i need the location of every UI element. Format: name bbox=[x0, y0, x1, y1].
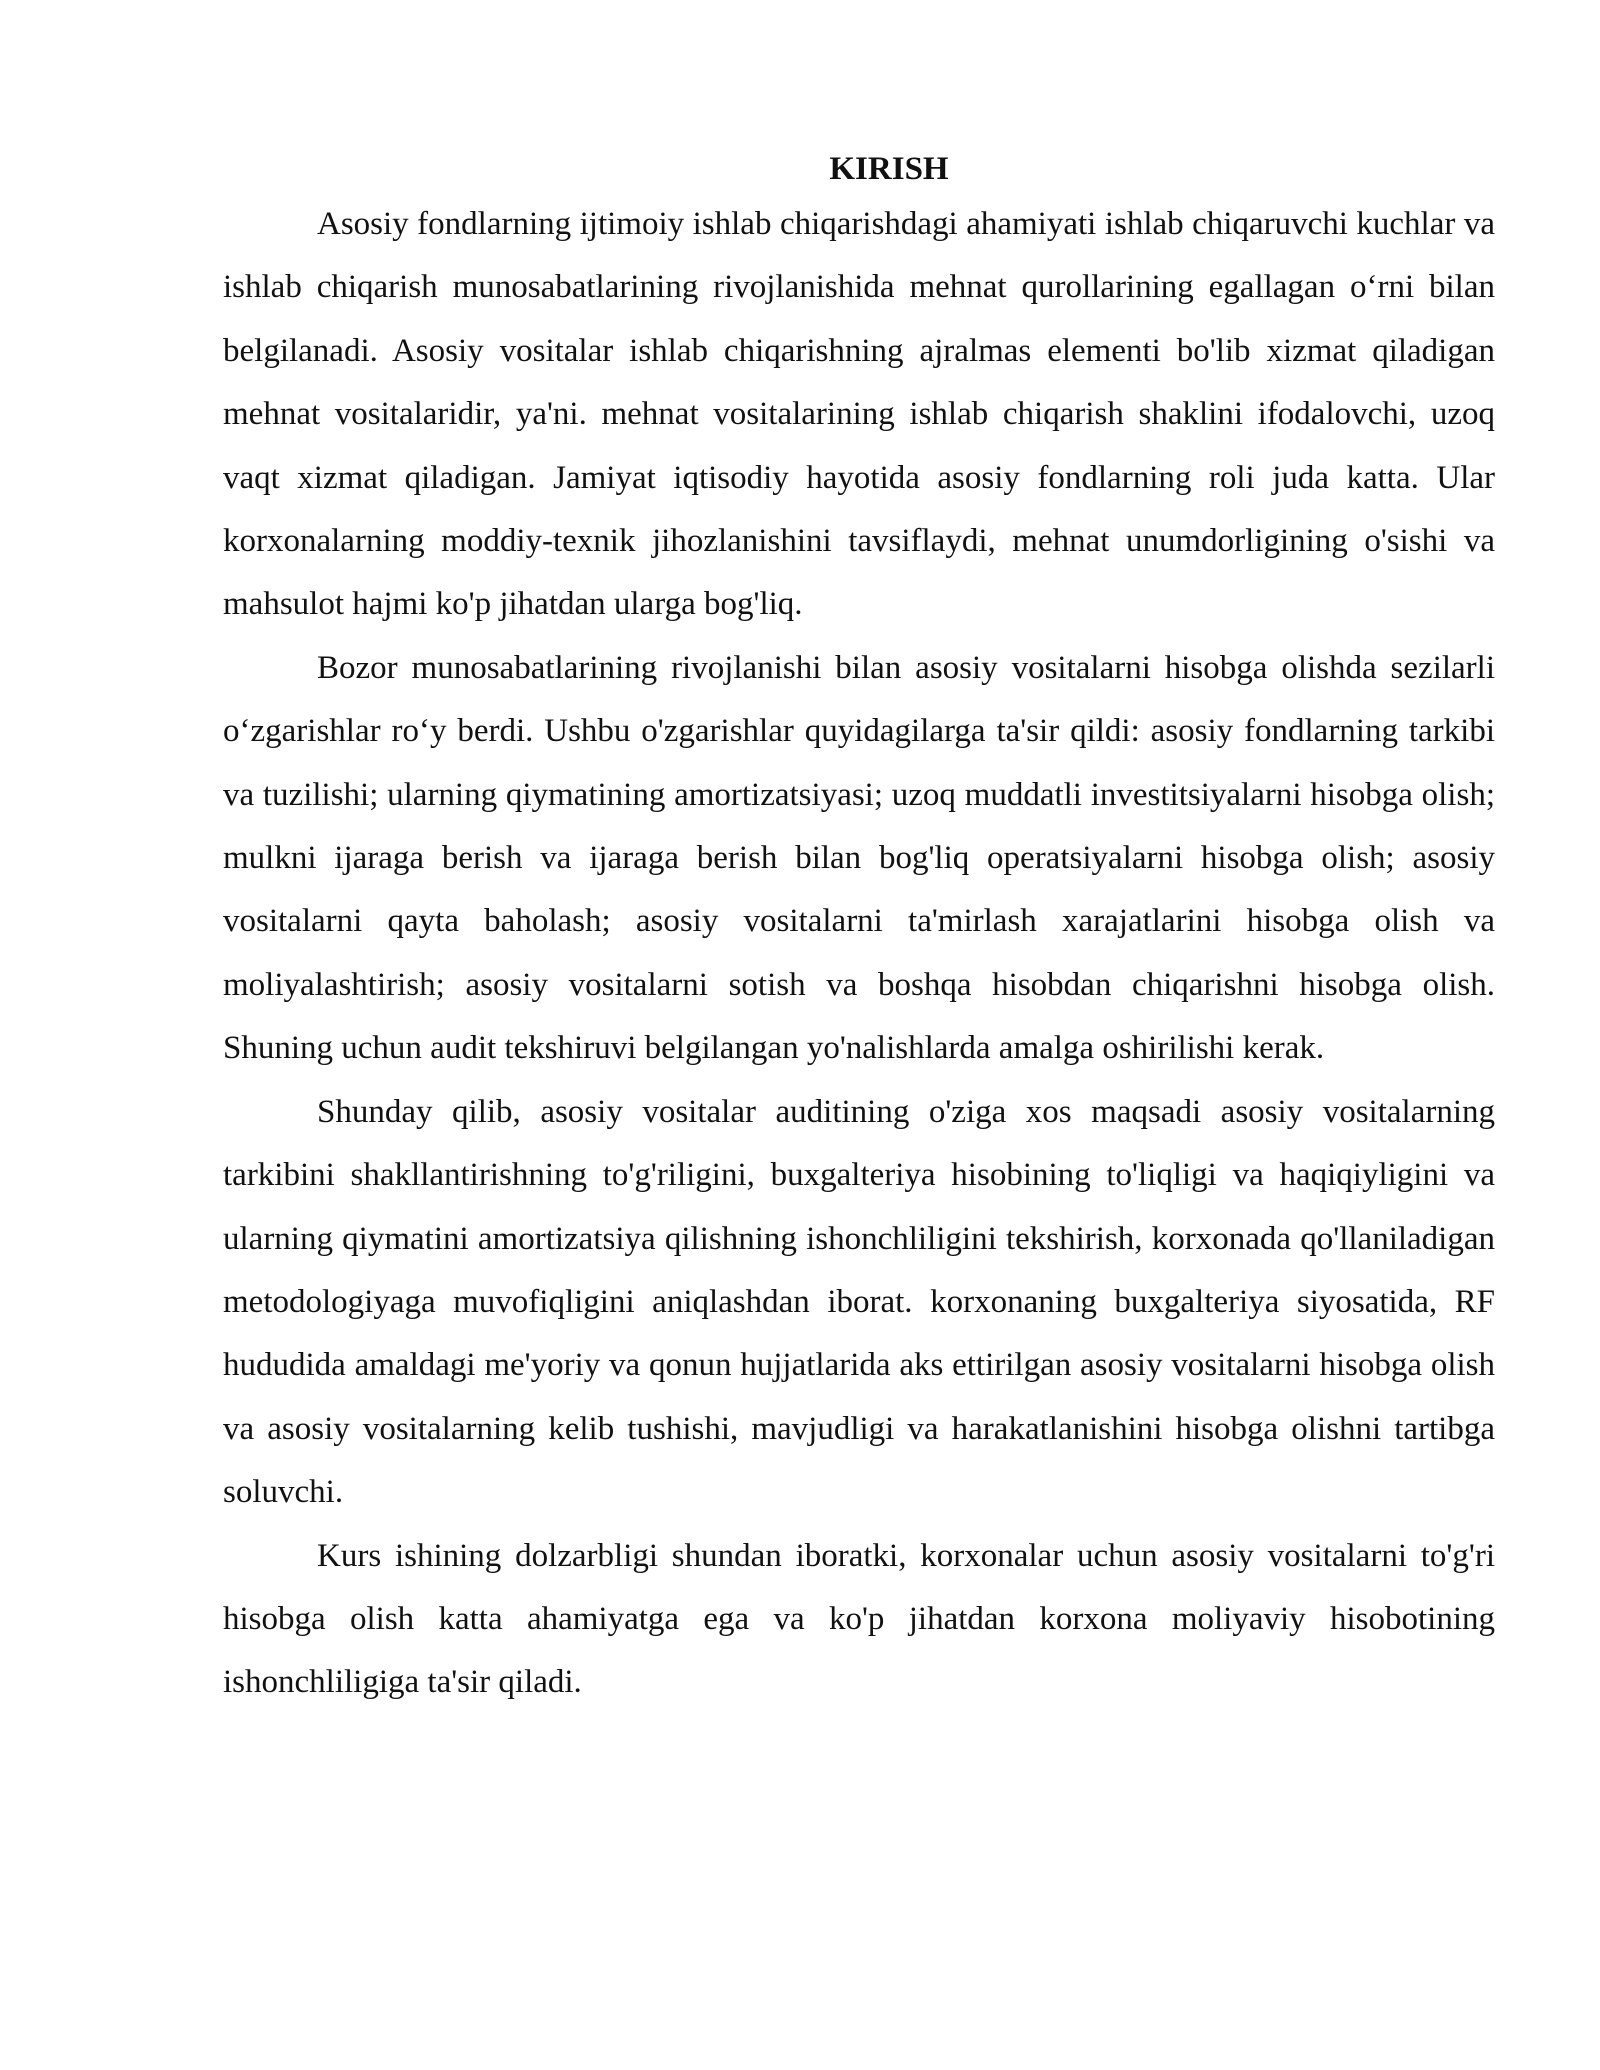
paragraph-4: Kurs ishining dolzarbligi shundan iboratki, korxonalar uchun asosiy vositalarni to'g'ri hisobga olish katta ahamiyatga ega va ko'p jihatdan korxona moliyaviy hisobotining ishonchliligiga ta'sir qiladi. bbox=[223, 1537, 1495, 1701]
document-title: KIRISH bbox=[829, 151, 949, 187]
paragraph-1: Asosiy fondlarning ijtimoiy ishlab chiqarishdagi ahamiyati ishlab chiqaruvchi kuchlar va ishlab chiqarish munosabatlarining rivojlanishida mehnat qurollarining egallagan o‘rni bilan belgilanadi. Asosiy vositalar ishlab chiqarishning ajralmas elementi bo'lib xizmat qiladigan mehnat vositalaridir, ya'ni. mehnat vositalarining ishlab chiqarish shaklini ifodalovchi, uzoq vaqt xizmat qiladigan. Jamiyat iqtisodiy hayotida asosiy fondlarning roli juda katta. Ular korxonalarning moddiy-texnik jihozlanishini tavsiflaydi, mehnat unumdorligining o'sishi va mahsulot hajmi ko'p jihatdan ularga bog'liq. bbox=[223, 206, 1495, 623]
paragraph-2: Bozor munosabatlarining rivojlanishi bilan asosiy vositalarni hisobga olishda sezilarli o‘zgarishlar ro‘y berdi. Ushbu o'zgarishlar quyidagilarga ta'sir qildi: asosiy fondlarning tarkibi va tuzilishi; ularning qiymatining amortizatsiyasi; uzoq muddatli investitsiyalarni hisobga olish; mulkni ijaraga berish va ijaraga berish bilan bog'liq operatsiyalarni hisobga olish; asosiy vositalarni qayta baholash; asosiy vositalarni ta'mirlash xarajatlarini hisobga olish va moliyalashtirish; asosiy vositalarni sotish va boshqa hisobdan chiqarishni hisobga olish. Shuning uchun audit tekshiruvi belgilangan yo'nalishlarda amalga oshirilishi kerak. bbox=[223, 649, 1495, 1067]
document-page bbox=[223, 145, 1495, 1715]
paragraph-3: Shunday qilib, asosiy vositalar auditining o'ziga xos maqsadi asosiy vositalarning tarkibini shakllantirishning to'g'riligini, buxgalteriya hisobining to'liqligi va haqiqiyligini va ularning qiymatini amortizatsiya qilishning ishonchliligini tekshirish, korxonada qo'llaniladigan metodologiyaga muvofiqligini aniqlashdan iborat. korxonaning buxgalteriya siyosatida, RF hududida amaldagi me'yoriy va qonun hujjatlarida aks ettirilgan asosiy vositalarni hisobga olish va asosiy vositalarning kelib tushishi, mavjudligi va harakatlanishini hisobga olishni tartibga soluvchi. bbox=[223, 1093, 1495, 1511]
